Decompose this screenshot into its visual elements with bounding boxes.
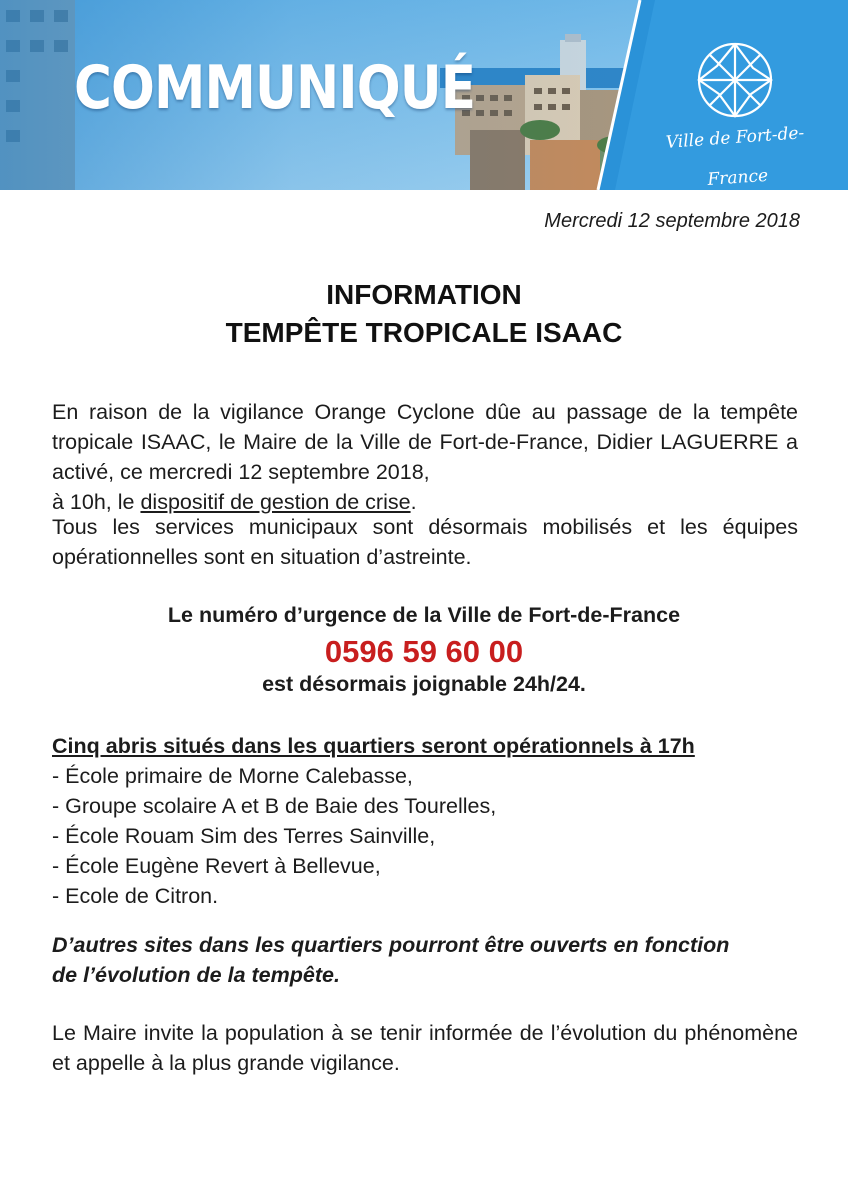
other-line-1: D’autres sites dans les quartiers pourront être ouverts en fonction — [52, 933, 730, 957]
intro-suffix: . — [410, 490, 417, 514]
mayor-paragraph — [52, 1018, 798, 1078]
list-item: - École Rouam Sim des Terres Sainville, — [52, 824, 436, 848]
star-burst-icon — [693, 38, 777, 122]
list-item: - École primaire de Morne Calebasse, — [52, 764, 413, 788]
emergency-phone[interactable]: 0596 59 60 00 — [324, 634, 524, 669]
list-item: - École Eugène Revert à Bellevue, — [52, 854, 381, 878]
list-item: - Groupe scolaire A et B de Baie des Tourelles, — [52, 794, 497, 818]
intro-line-3: Didier LAGUERRE a activé, ce mercredi 12 septembre 2018, — [52, 430, 798, 484]
intro-line-2: tempête tropicale ISAAC, le Maire de la Ville de Fort-de-France, — [52, 400, 798, 454]
shelters-list — [52, 761, 798, 911]
other-line-2: de l’évolution de la tempête. — [52, 963, 340, 987]
staff-line-1: Tous les services municipaux sont désormais mobilisés et les — [52, 515, 708, 539]
staff-line-2: équipes opérationnelles sont en situation d’astreinte. — [52, 515, 798, 569]
crisis-plan-link[interactable]: dispositif de gestion de crise — [140, 490, 411, 514]
title-line-2: TEMPÊTE TROPICALE ISAAC — [225, 317, 623, 348]
emergency-availability: est désormais joignable 24h/24. — [262, 672, 586, 696]
list-item: - Ecole de Citron. — [52, 884, 219, 908]
emergency-lead: Le numéro d’urgence de la Ville de Fort-de-France — [167, 603, 681, 627]
mayor-line-2: du phénomène et appelle à la plus grande vigilance. — [52, 1021, 798, 1075]
intro-line-1: En raison de la vigilance Orange Cyclone dûe au passage de la — [52, 400, 710, 424]
other-sites-notice — [52, 930, 798, 990]
header-banner — [0, 0, 848, 190]
banner-title: COMMUNIQUÉ — [74, 53, 476, 123]
shelters-section — [52, 731, 798, 911]
mayor-line-1: Le Maire invite la population à se tenir informée de l’évolution — [52, 1021, 647, 1045]
page-title — [0, 276, 848, 352]
emergency-block — [0, 600, 848, 699]
intro-paragraph — [52, 397, 798, 517]
shelters-heading: Cinq abris situés dans les quartiers seront opérationnels à 17h — [52, 734, 695, 758]
staff-paragraph — [52, 512, 798, 572]
document-date: Mercredi 12 septembre 2018 — [544, 210, 800, 232]
logo-text: Ville de Fort-de-France — [665, 123, 805, 190]
intro-prefix: à 10h, le — [52, 490, 141, 514]
title-line-1: INFORMATION — [326, 279, 522, 310]
